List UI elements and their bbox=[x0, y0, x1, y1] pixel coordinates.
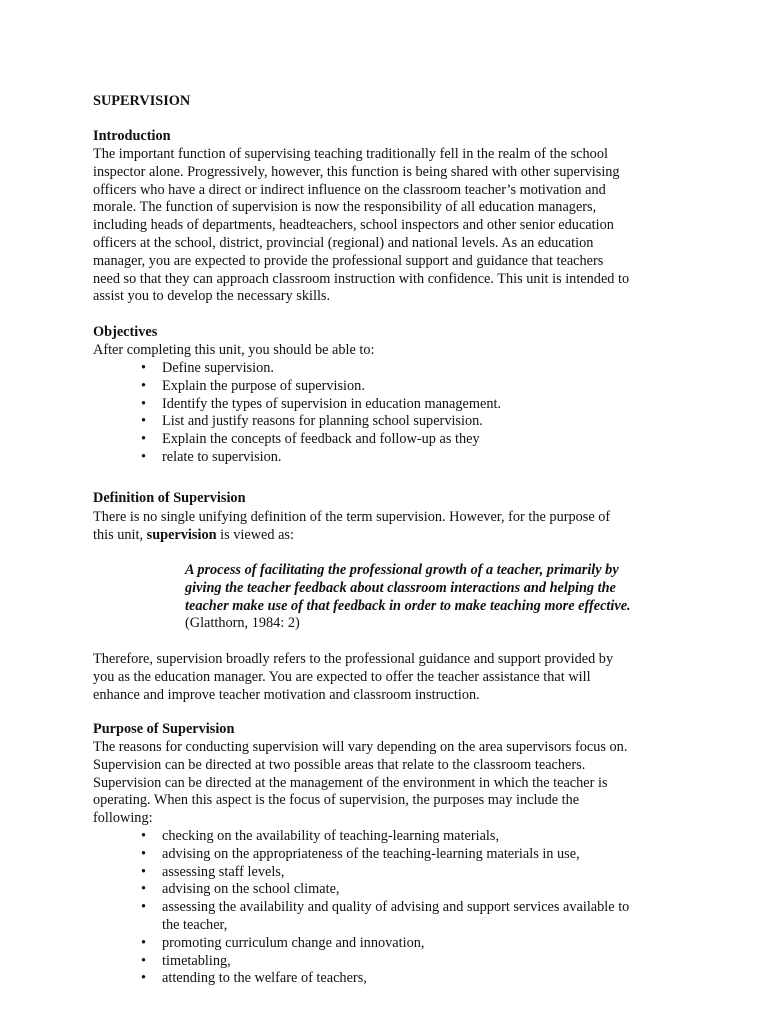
intro-line: need so that they can approach classroom instruction with confidence. This unit is intended to bbox=[93, 270, 630, 287]
purpose-list bbox=[93, 828, 675, 988]
list-item: • advising on the school climate, bbox=[141, 881, 340, 898]
bullet-icon: • bbox=[141, 431, 147, 448]
bullet-icon: • bbox=[141, 863, 147, 880]
bullet-icon: • bbox=[141, 899, 147, 916]
quote-line: A process of facilitating the professional growth of a teacher, primarily by bbox=[185, 562, 619, 578]
list-item: • Define supervision. bbox=[141, 360, 274, 376]
bullet-icon: • bbox=[141, 377, 147, 394]
purpose-line: Supervision can be directed at two possible areas that relate to the classroom teachers. bbox=[93, 756, 586, 773]
purpose-line: following: bbox=[93, 810, 153, 827]
intro-line: assist you to develop the necessary skills. bbox=[93, 288, 331, 305]
quote-citation: (Glatthorn, 1984: 2) bbox=[185, 615, 300, 632]
bullet-icon: • bbox=[141, 970, 147, 987]
quote-line: giving the teacher feedback about classroom interactions and helping the bbox=[185, 579, 616, 596]
list-item-continuation: the teacher, bbox=[162, 916, 228, 933]
definition-after-paragraph bbox=[93, 651, 675, 704]
intro-line: The important function of supervising teaching traditionally fell in the realm of the school bbox=[93, 146, 608, 162]
intro-line: inspector alone. Progressively, however, this function is being shared with other supervising bbox=[93, 163, 620, 180]
bullet-icon: • bbox=[141, 413, 147, 430]
bullet-icon: • bbox=[141, 845, 147, 862]
purpose-line: The reasons for conducting supervision will vary depending on the area supervisors focus on. bbox=[93, 739, 628, 755]
bullet-icon: • bbox=[141, 395, 147, 412]
paragraph-line: enhance and improve teacher motivation and classroom instruction. bbox=[93, 686, 480, 703]
list-item: • promoting curriculum change and innovation, bbox=[141, 934, 425, 951]
definition-paragraph bbox=[93, 509, 675, 545]
bullet-icon: • bbox=[141, 828, 147, 844]
paragraph-line: you as the education manager. You are expected to offer the teacher assistance that will bbox=[93, 668, 591, 685]
bullet-icon: • bbox=[141, 881, 147, 898]
definition-line: There is no single unifying definition of the term supervision. However, for the purpose of bbox=[93, 509, 611, 525]
definition-heading: Definition of Supervision bbox=[93, 490, 246, 506]
intro-line: officers who have a direct or indirect influence on the classroom teacher’s motivation and bbox=[93, 181, 606, 198]
bullet-icon: • bbox=[141, 360, 147, 376]
list-item: • relate to supervision. bbox=[141, 448, 282, 465]
list-item: • checking on the availability of teaching-learning materials, bbox=[141, 828, 500, 844]
document-title: SUPERVISION bbox=[93, 93, 191, 109]
list-item: • Identify the types of supervision in education management. bbox=[141, 395, 502, 412]
list-item: • advising on the appropriateness of the teaching-learning materials in use, bbox=[141, 845, 580, 862]
definition-quote bbox=[185, 562, 675, 633]
bullet-icon: • bbox=[141, 934, 147, 951]
objectives-list bbox=[93, 360, 675, 467]
list-item: • assessing staff levels, bbox=[141, 863, 285, 880]
intro-line: morale. The function of supervision is now the responsibility of all education managers, bbox=[93, 199, 597, 216]
bullet-icon: • bbox=[141, 448, 147, 465]
purpose-line: operating. When this aspect is the focus of supervision, the purposes may include the bbox=[93, 792, 580, 809]
bullet-icon: • bbox=[141, 952, 147, 969]
paragraph-line: Therefore, supervision broadly refers to the professional guidance and support provided by bbox=[93, 651, 614, 667]
objectives-heading: Objectives bbox=[93, 324, 158, 340]
list-item: • assessing the availability and quality of advising and support services available to bbox=[141, 899, 630, 916]
purpose-paragraph bbox=[93, 739, 675, 828]
list-item: • Explain the concepts of feedback and follow-up as they bbox=[141, 431, 480, 448]
definition-line: this unit, supervision is viewed as: bbox=[93, 526, 294, 543]
purpose-line: Supervision can be directed at the management of the environment in which the teacher is bbox=[93, 774, 608, 791]
intro-line: including heads of departments, headteachers, school inspectors and other senior education bbox=[93, 217, 614, 234]
intro-line: manager, you are expected to provide the professional support and guidance that teachers bbox=[93, 252, 604, 269]
list-item: • Explain the purpose of supervision. bbox=[141, 377, 365, 394]
intro-line: officers at the school, district, provincial (regional) and national levels. As an education bbox=[93, 234, 594, 251]
quote-line: teacher make use of that feedback in order to make teaching more effective. bbox=[185, 597, 631, 614]
list-item: • timetabling, bbox=[141, 952, 231, 969]
purpose-heading: Purpose of Supervision bbox=[93, 721, 235, 737]
objectives-lead: After completing this unit, you should be able to: bbox=[93, 342, 375, 358]
intro-paragraph bbox=[93, 146, 675, 306]
list-item: • attending to the welfare of teachers, bbox=[141, 970, 367, 987]
intro-heading: Introduction bbox=[93, 128, 171, 144]
list-item: • List and justify reasons for planning school supervision. bbox=[141, 413, 483, 430]
